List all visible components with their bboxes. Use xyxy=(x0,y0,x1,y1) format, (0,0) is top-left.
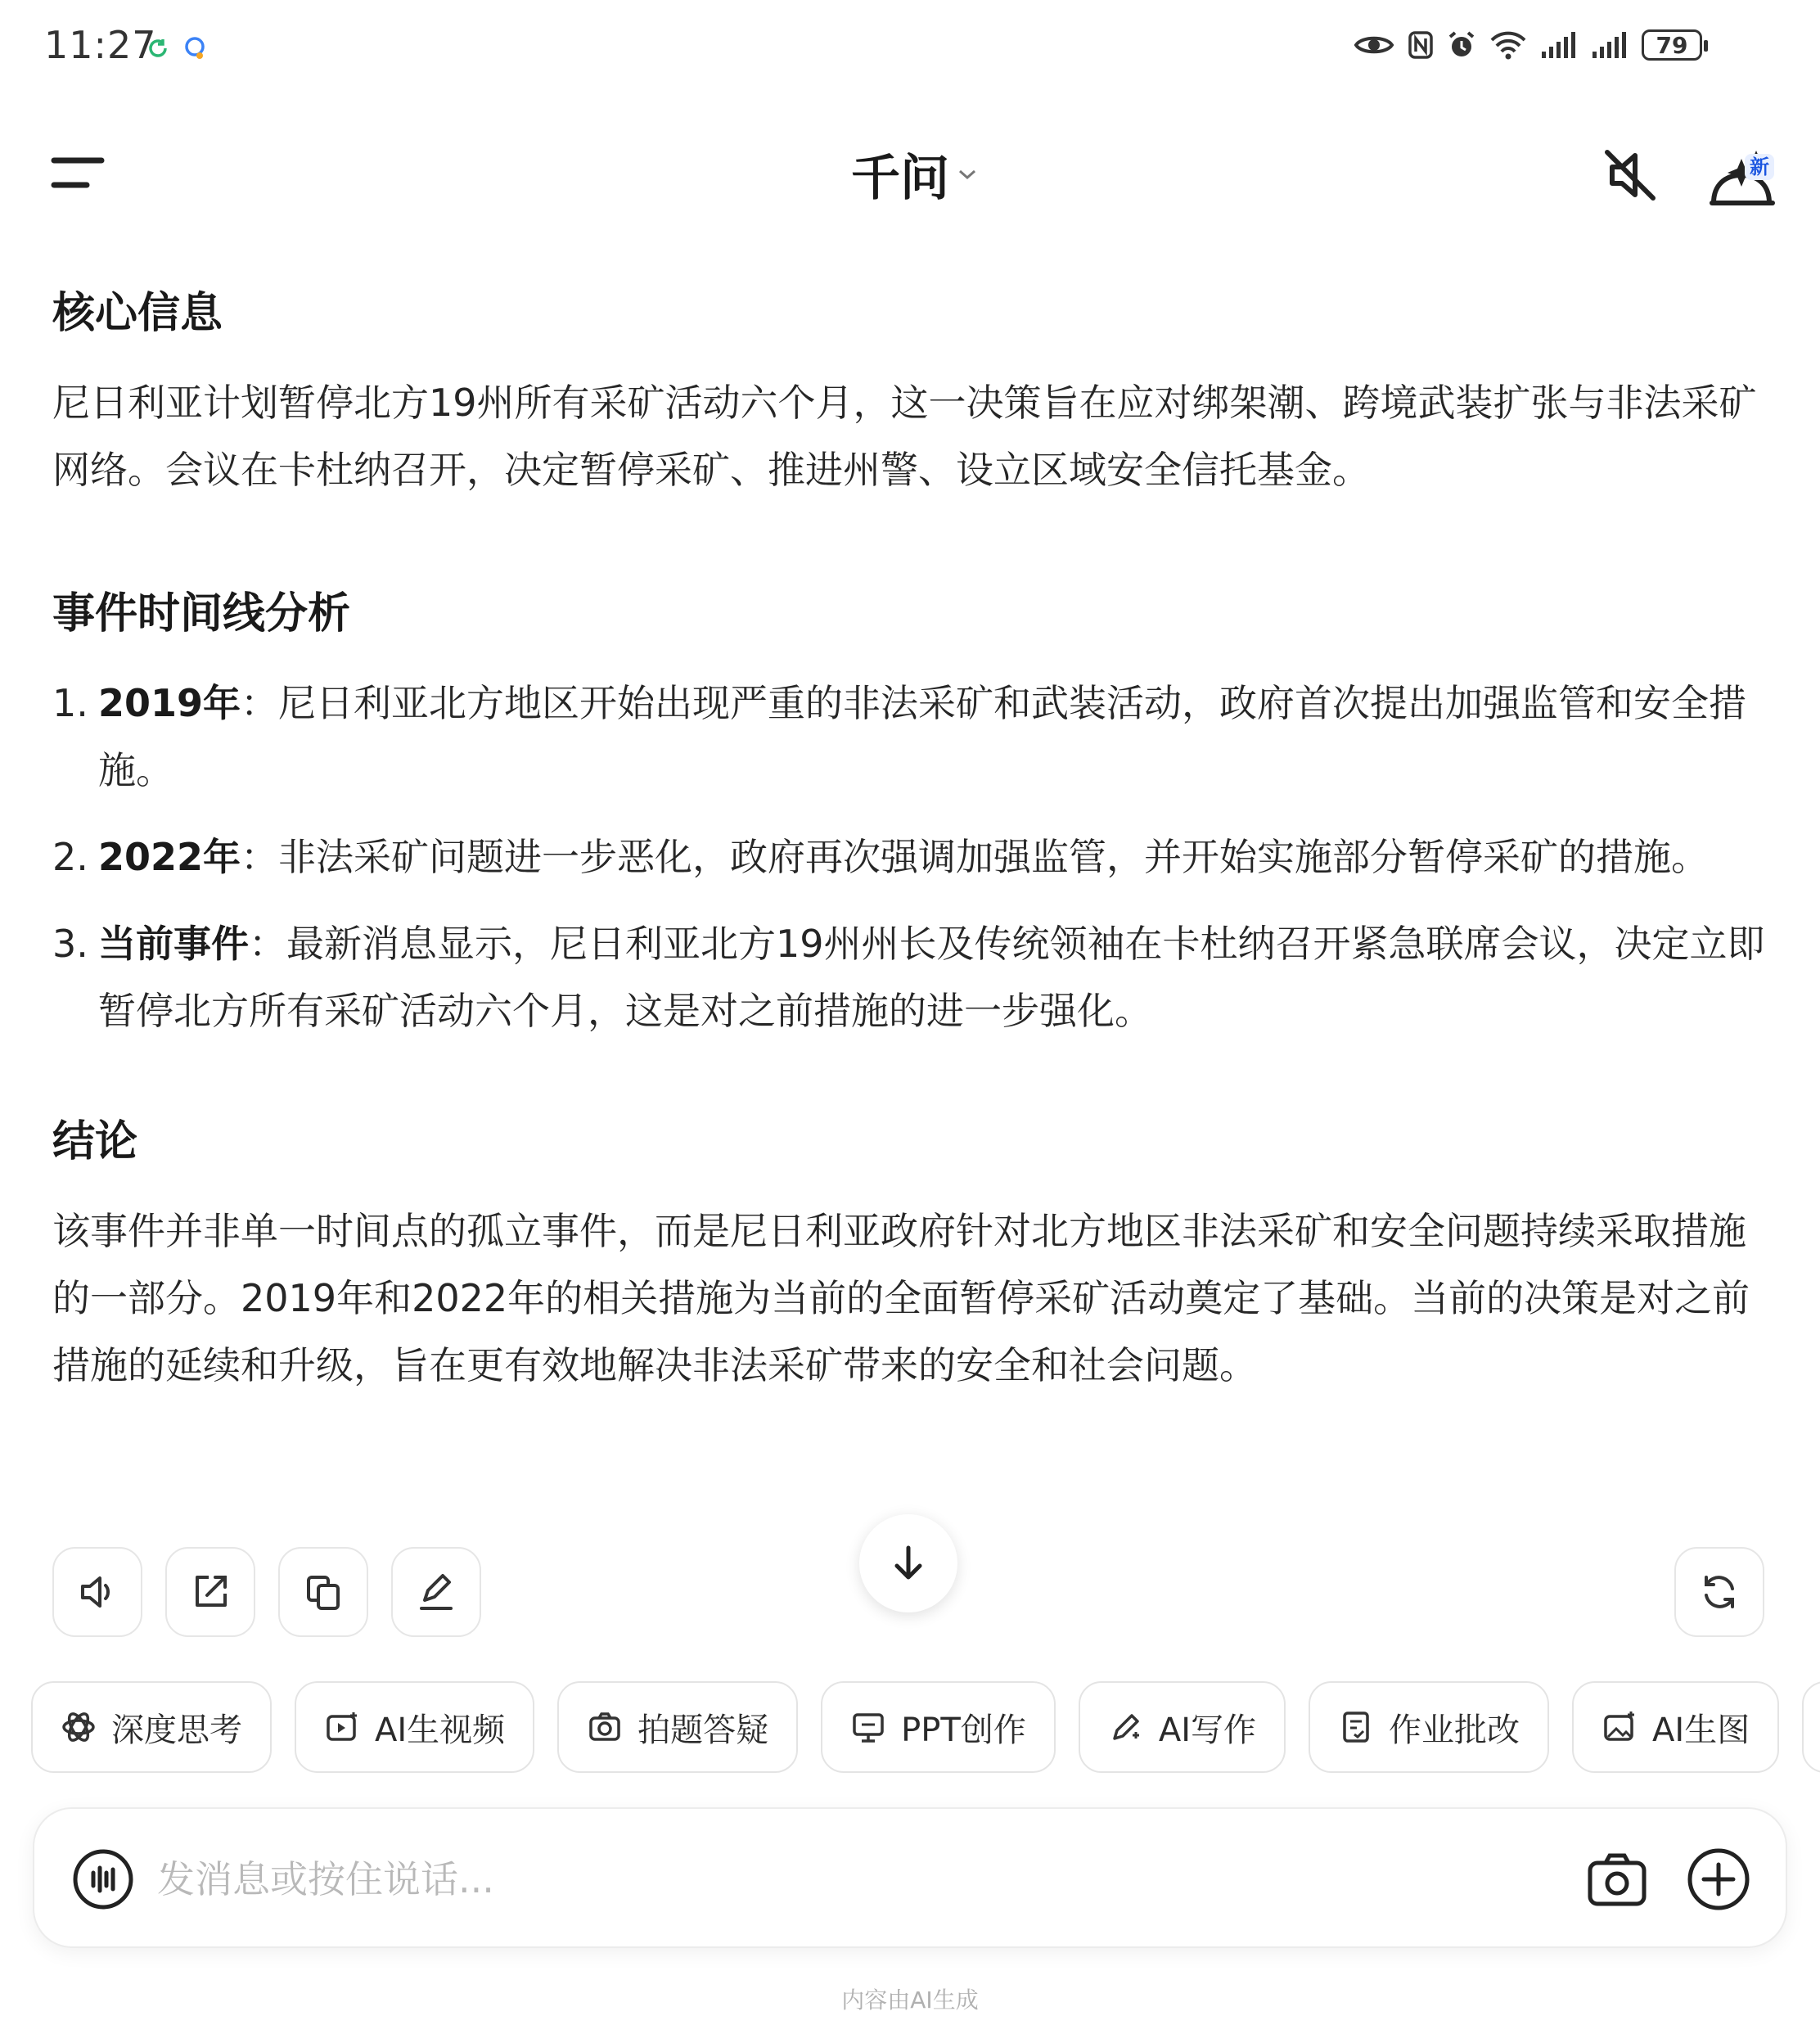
status-bar xyxy=(0,0,1820,101)
sync-icon xyxy=(146,36,170,61)
menu-icon xyxy=(49,151,115,196)
chip-ai-writing[interactable] xyxy=(1079,1681,1286,1773)
list-item xyxy=(52,823,1771,891)
regenerate-button[interactable] xyxy=(1674,1547,1764,1637)
answer-content xyxy=(52,278,1771,1474)
app-bar xyxy=(0,115,1820,229)
signal-icon xyxy=(1591,30,1629,60)
list-label: 2019年 xyxy=(98,681,241,725)
chip-label: AI写作 xyxy=(1158,1711,1257,1749)
list-item xyxy=(52,910,1771,1044)
new-chat-button[interactable] xyxy=(1705,139,1779,213)
chip-label: 作业批改 xyxy=(1389,1711,1520,1749)
list-text: ：最新消息显示，尼日利亚北方19州州长及传统领袖在卡杜纳召开紧急联席会议，决定立即暂停北方所有采矿活动六个月，这是对之前措施的进一步强化。 xyxy=(98,922,1765,1033)
core-info-heading: 核心信息 xyxy=(52,289,223,338)
chip-deep-think[interactable] xyxy=(31,1681,272,1773)
chip-ai-video[interactable] xyxy=(295,1681,534,1773)
camera-icon xyxy=(1586,1850,1648,1909)
speaker-muted-icon xyxy=(1601,146,1660,205)
ai-generated-note: 内容由AI生成 xyxy=(841,1987,979,2014)
list-number: 1. xyxy=(52,681,88,725)
page-title: 千问 xyxy=(851,150,949,207)
edit-icon xyxy=(415,1571,457,1613)
new-badge: 新 xyxy=(1745,154,1774,180)
message-actions xyxy=(52,1547,481,1637)
eye-icon xyxy=(1354,32,1394,58)
nfc-icon xyxy=(1408,30,1434,60)
chip-label: AI生图 xyxy=(1652,1711,1750,1749)
pen-icon xyxy=(1108,1709,1144,1745)
edit-button[interactable] xyxy=(391,1547,481,1637)
timeline-heading: 事件时间线分析 xyxy=(52,589,351,638)
share-icon xyxy=(189,1571,232,1613)
add-attachment-button[interactable] xyxy=(1686,1847,1751,1912)
chip-ai-image[interactable] xyxy=(1572,1681,1779,1773)
message-input[interactable] xyxy=(157,1842,1548,1917)
regenerate-icon xyxy=(1698,1571,1741,1613)
share-button[interactable] xyxy=(165,1547,255,1637)
wifi-icon xyxy=(1489,30,1527,60)
chip-label: 深度思考 xyxy=(111,1711,242,1749)
homework-icon xyxy=(1338,1709,1374,1745)
image-gen-icon xyxy=(1602,1709,1638,1745)
timeline-list xyxy=(52,670,1771,1044)
list-text: ：非法采矿问题进一步恶化，政府再次强调加强监管，并开始实施部分暂停采矿的措施。 xyxy=(241,835,1710,879)
conclusion-text: 该事件并非单一时间点的孤立事件，而是尼日利亚政府针对北方地区非法采矿和安全问题持续采取措施的一部分。2019年和2022年的相关措施为当前的全面暂停采矿活动奠定了基础。当前的决策是对之前措施的延续和升级，旨在更有效地解决非法采矿带来的安全和社会问题。 xyxy=(52,1209,1750,1387)
list-text: ：尼日利亚北方地区开始出现严重的非法采矿和武装活动，政府首次提出加强监管和安全措施。 xyxy=(98,681,1747,792)
core-info-text: 尼日利亚计划暂停北方19州所有采矿活动六个月，这一决策旨在应对绑架潮、跨境武装扩张与非法采矿网络。会议在卡杜纳召开，决定暂停采矿、推进州警、设立区域安全信托基金。 xyxy=(52,381,1757,492)
battery-icon xyxy=(1642,29,1702,61)
chip-photo-question[interactable] xyxy=(557,1681,798,1773)
signal-icon xyxy=(1540,30,1578,60)
message-composer xyxy=(33,1807,1787,1948)
speaker-icon xyxy=(76,1571,119,1613)
mute-button[interactable] xyxy=(1601,146,1660,205)
ppt-icon xyxy=(850,1709,886,1745)
copy-button[interactable] xyxy=(278,1547,368,1637)
quick-tools xyxy=(31,1681,1820,1773)
voice-wave-icon xyxy=(72,1848,134,1910)
chat-bubble-icon xyxy=(182,36,208,61)
conclusion-heading: 结论 xyxy=(52,1117,138,1166)
alarm-icon xyxy=(1447,30,1476,60)
chip-label: AI生视频 xyxy=(375,1711,506,1749)
video-icon xyxy=(324,1709,360,1745)
think-icon xyxy=(61,1709,97,1745)
list-item xyxy=(52,670,1771,804)
photo-question-icon xyxy=(587,1709,623,1745)
model-selector[interactable] xyxy=(851,139,979,210)
battery-level: 79 xyxy=(1656,31,1688,59)
chip-label: PPT创作 xyxy=(901,1711,1026,1749)
chip-label: 拍题答疑 xyxy=(637,1711,769,1749)
list-number: 3. xyxy=(52,922,88,966)
scroll-to-bottom-button[interactable] xyxy=(859,1514,957,1612)
arrow-down-icon xyxy=(888,1543,929,1584)
menu-button[interactable] xyxy=(49,151,115,196)
voice-input-button[interactable] xyxy=(72,1848,134,1910)
status-time: 11:27 xyxy=(44,23,157,67)
list-number: 2. xyxy=(52,835,88,879)
chip-more[interactable] xyxy=(1802,1681,1820,1773)
plus-circle-icon xyxy=(1686,1847,1751,1912)
chip-ppt[interactable] xyxy=(821,1681,1056,1773)
list-label: 2022年 xyxy=(98,835,241,879)
camera-button[interactable] xyxy=(1586,1850,1648,1909)
read-aloud-button[interactable] xyxy=(52,1547,142,1637)
chip-homework[interactable] xyxy=(1309,1681,1549,1773)
copy-icon xyxy=(302,1571,345,1613)
list-label: 当前事件 xyxy=(98,922,249,966)
chevron-down-icon xyxy=(956,166,979,183)
